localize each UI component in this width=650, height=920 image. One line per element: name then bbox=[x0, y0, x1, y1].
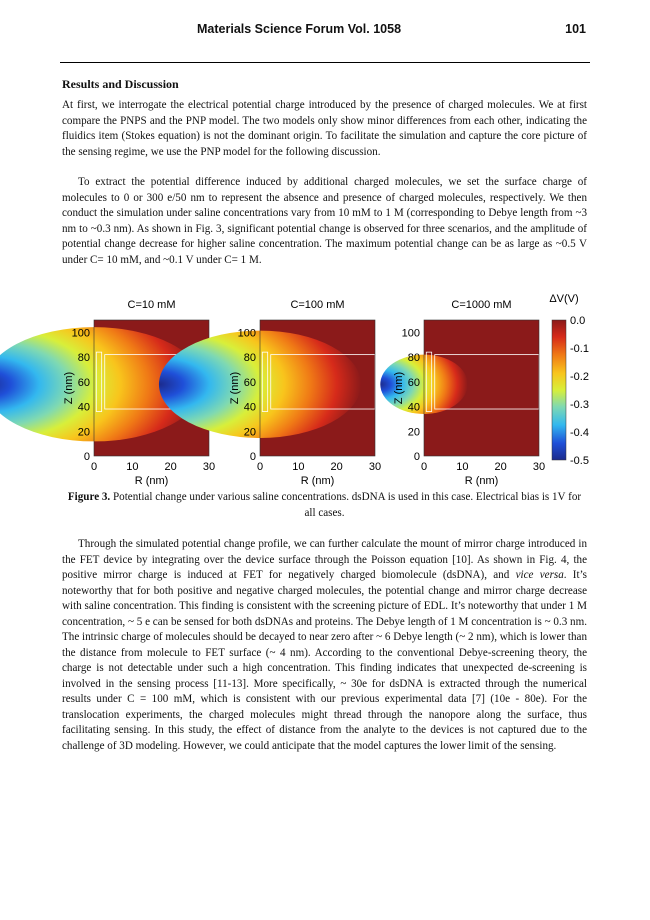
paragraph-1: At first, we interrogate the electrical potential charge introduced by the presence of charged molecules. We at first compare the PNPS and the PNP model. The two models only show minor differences from each other, indicating the fluidics item (Stokes equation) is not the dominant origin. To facilitate the simulation and capture the core picture of the sensing regime, we use the PNP model for the following discussion. bbox=[62, 99, 587, 158]
x-tick-label: 0 bbox=[90, 461, 98, 473]
x-tick-label: 0 bbox=[420, 461, 428, 473]
y-tick-label: 100 bbox=[71, 327, 90, 340]
paragraph-3-italic: vice versa bbox=[515, 569, 564, 581]
y-tick-label: 80 bbox=[243, 352, 256, 365]
section-title: Results and Discussion bbox=[62, 77, 179, 91]
x-tick-label: 10 bbox=[292, 461, 305, 473]
x-tick-label: 10 bbox=[126, 461, 139, 473]
y-tick-label: 20 bbox=[243, 426, 256, 439]
page-header bbox=[60, 22, 590, 40]
colorbar bbox=[549, 293, 589, 467]
journal-title: Materials Science Forum Vol. 1058 bbox=[197, 22, 402, 36]
x-tick-label: 20 bbox=[164, 461, 177, 473]
y-tick-label: 100 bbox=[237, 327, 256, 340]
y-tick-label: 0 bbox=[413, 451, 420, 463]
paragraph-3-b: . It’s noteworthy that for both positive and negative charged molecules, the potential change and mirror charge decrease with saline concentration. This finding is consistent with the screening picture of EDL. It’s noteworthy that under 1 M concentration, ~ 5 e can be sensed for both dsDNAs and proteins. The Debye length of 1 M concentration is ~ 0.3 nm. The intrinsic charge of molecules should be decayed to near zero after ~ 6 Debye length (~ 2 nm), which is lower than the distance from molecule to FET surface (~ 4 nm). According to the conventional Debye-screening theory, the charge is not detectable under such a high concentration. This finding indicates that unexpected de-screening is involved in the sensing process [11-13]. More specifically, ~ 30e for dsDNA is extracted through the numerical results under C = 100 mM, which is consistent with our previous experimental data [7] (10e - 80e). For the translocation experiments, the charged molecules might thread through the nanopore along the surface, thus facilitating sensing. In this study, the effect of distance from the analyte to the devices is not captured due to the challenge of 3D modeling. However, we could anticipate that the model captures the lower limit of the sensing. bbox=[62, 569, 587, 752]
y-tick-label: 80 bbox=[407, 352, 420, 365]
y-tick-label: 40 bbox=[77, 401, 90, 414]
figure-caption bbox=[62, 490, 587, 521]
colorbar-tick-label: -0.3 bbox=[570, 399, 589, 411]
x-tick-label: 20 bbox=[330, 461, 343, 473]
x-axis-label: R (nm) bbox=[464, 475, 499, 487]
y-tick-label: 40 bbox=[243, 401, 256, 414]
panel-title: C=10 mM bbox=[127, 299, 176, 311]
y-tick-label: 0 bbox=[249, 451, 256, 463]
y-axis-label: Z (nm) bbox=[229, 371, 241, 405]
colorbar-tick-label: 0.0 bbox=[570, 315, 586, 327]
y-axis-label: Z (nm) bbox=[393, 371, 405, 405]
y-tick-label: 60 bbox=[77, 376, 90, 389]
x-tick-label: 10 bbox=[456, 461, 469, 473]
x-axis-label: R (nm) bbox=[134, 475, 169, 487]
x-tick-label: 20 bbox=[494, 461, 507, 473]
y-tick-label: 20 bbox=[407, 426, 420, 439]
x-axis-label: R (nm) bbox=[300, 475, 335, 487]
colorbar-title: ΔV(V) bbox=[549, 293, 579, 305]
colorbar-tick-label: -0.1 bbox=[570, 343, 589, 355]
colorbar-tick-label: -0.5 bbox=[570, 455, 589, 467]
paragraph-2: To extract the potential difference induced by additional charged molecules, we set the surface charge of molecules to 0 or 300 e/50 nm to represent the absence and presence of charged molecules, respectively. We then conduct the simulation under saline concentrations vary from 10 mM to 1 M (corresponding to Debye length from ~3 nm to ~0.3 nm). As shown in Fig. 3, significant potential change is observed for three scenarios, and the amplitude of potential change decrease for higher saline concentration. The maximum potential change can be as large as ~0.5 V under C= 10 mM, and ~0.1 V under C= 1 M. bbox=[62, 176, 587, 266]
x-tick-label: 0 bbox=[256, 461, 264, 473]
header-rule bbox=[60, 62, 590, 63]
y-tick-label: 20 bbox=[77, 426, 90, 439]
figure-3 bbox=[63, 290, 592, 490]
y-tick-label: 100 bbox=[401, 327, 420, 340]
caption-label: Figure 3. bbox=[67, 491, 111, 503]
x-tick-label: 30 bbox=[202, 461, 216, 473]
y-tick-label: 40 bbox=[407, 401, 420, 414]
panel-title: C=100 mM bbox=[290, 299, 345, 311]
colorbar-bar bbox=[552, 320, 566, 460]
y-tick-label: 60 bbox=[407, 376, 420, 389]
paragraph-3-a: Through the simulated potential change profile, we can further calculate the mount of mirror charge introduced in the FET device by integrating over the device surface through the Poisson equation [10]. As shown in Fig. 4, the positive mirror charge is induced at FET for negatively charged biomolecule (dsDNA), and bbox=[62, 538, 587, 581]
figure-3-heatmaps bbox=[63, 290, 592, 490]
y-tick-label: 60 bbox=[243, 376, 256, 389]
y-tick-label: 0 bbox=[83, 451, 90, 463]
x-tick-label: 30 bbox=[532, 461, 546, 473]
panel-title: C=1000 mM bbox=[451, 299, 512, 311]
y-tick-label: 80 bbox=[77, 352, 90, 365]
heatmap-panel-2 bbox=[380, 299, 545, 487]
colorbar-tick-label: -0.2 bbox=[570, 371, 589, 383]
page-number: 101 bbox=[565, 22, 586, 36]
x-tick-label: 30 bbox=[368, 461, 382, 473]
paragraph-3 bbox=[62, 537, 587, 754]
colorbar-tick-label: -0.4 bbox=[570, 427, 589, 439]
y-axis-label: Z (nm) bbox=[63, 371, 75, 405]
caption-text: Potential change under various saline concentrations. dsDNA is used in this case. Electrical bias is 1V for all cases. bbox=[113, 491, 582, 519]
